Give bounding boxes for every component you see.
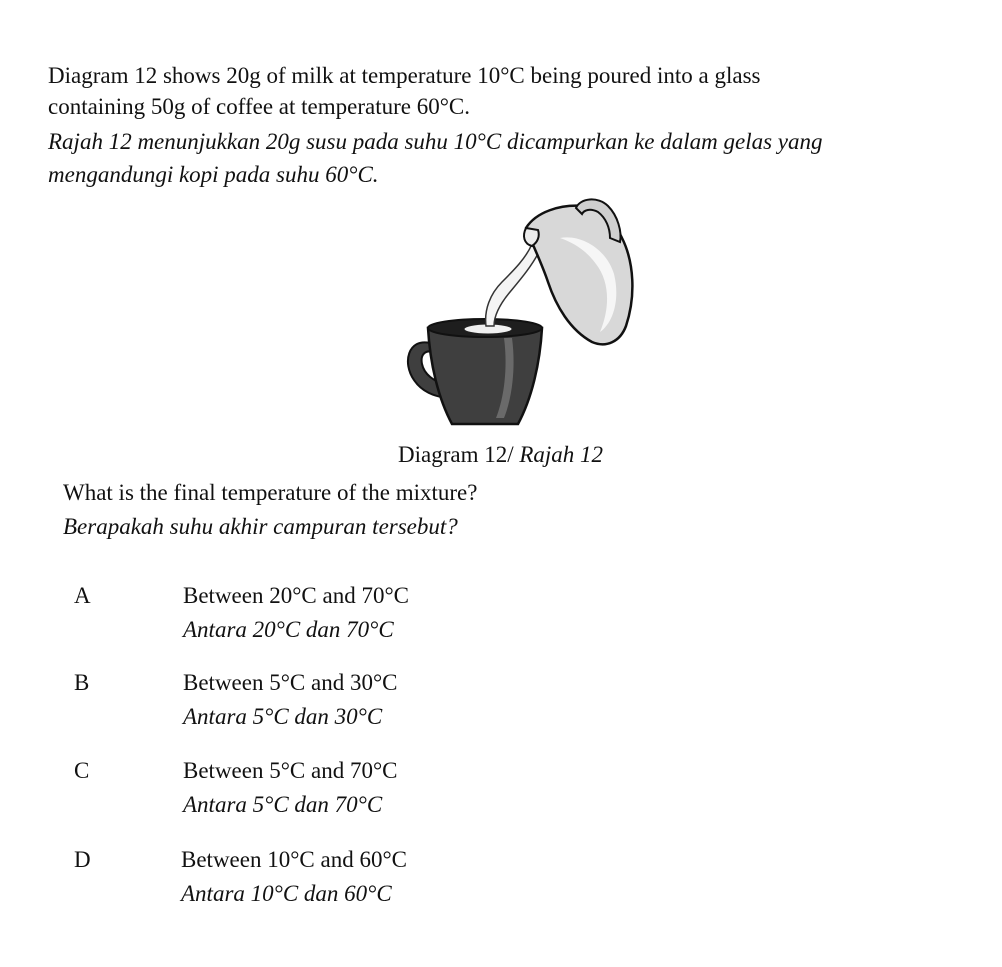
option-b-malay[interactable]: Antara 5°C dan 30°C: [183, 704, 383, 729]
milk-stream: [486, 244, 540, 326]
intro-malay-line-1: Rajah 12 menunjukkan 20g susu pada suhu 10°C dicampurkan ke dalam gelas yang: [48, 129, 823, 154]
intro-malay-line-2: mengandungi kopi pada suhu 60°C.: [48, 162, 379, 187]
option-a-english[interactable]: Between 20°C and 70°C: [183, 583, 410, 608]
milk-jug-pouring-into-coffee-cup-icon: [400, 198, 645, 430]
question-prompt-english: What is the final temperature of the mixture?: [63, 480, 478, 505]
option-b-english[interactable]: Between 5°C and 30°C: [183, 670, 398, 695]
option-c-english[interactable]: Between 5°C and 70°C: [183, 758, 398, 783]
option-d-letter[interactable]: D: [74, 847, 91, 872]
question-prompt-malay: Berapakah suhu akhir campuran tersebut?: [63, 514, 458, 539]
option-c-letter[interactable]: C: [74, 758, 90, 783]
caption-malay: Rajah 12: [519, 442, 604, 467]
option-b-letter[interactable]: B: [74, 670, 90, 695]
intro-english-line-2: containing 50g of coffee at temperature 60°C.: [48, 94, 470, 119]
intro-english-line-1: Diagram 12 shows 20g of milk at temperature 10°C being poured into a glass: [48, 63, 761, 88]
option-c-malay[interactable]: Antara 5°C dan 70°C: [183, 792, 383, 817]
caption-english: Diagram 12/: [398, 442, 520, 467]
option-a-letter[interactable]: A: [74, 583, 91, 608]
cup-body: [428, 328, 542, 424]
option-a-malay[interactable]: Antara 20°C dan 70°C: [183, 617, 394, 642]
option-d-english[interactable]: Between 10°C and 60°C: [181, 847, 408, 872]
option-d-malay[interactable]: Antara 10°C dan 60°C: [181, 881, 392, 906]
diagram-caption: [398, 440, 603, 470]
jug-spout: [524, 228, 539, 246]
milk-pouring-diagram: [400, 198, 645, 430]
